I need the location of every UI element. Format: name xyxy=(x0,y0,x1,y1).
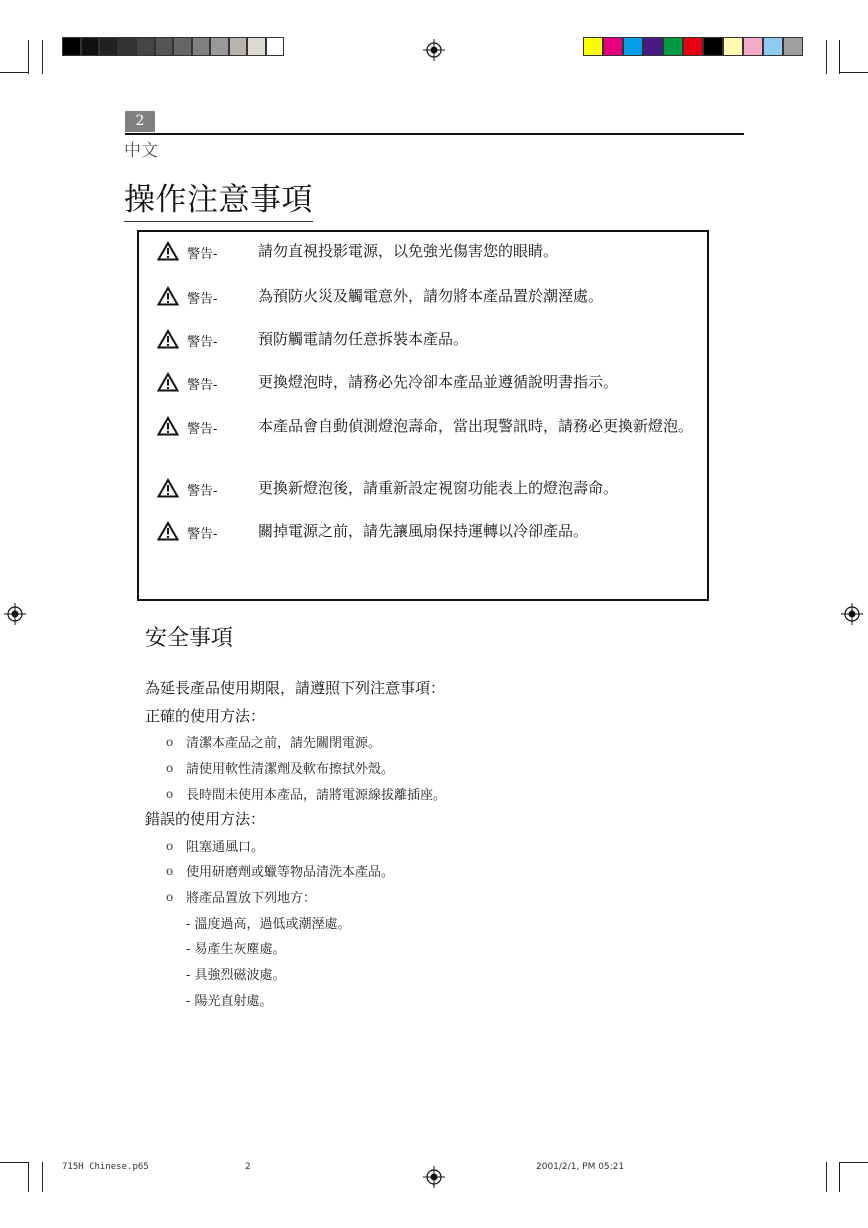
warning-text: 本產品會自動偵測燈泡壽命，當出現警訊時，請務必更換新燈泡。 xyxy=(258,417,694,435)
crop-mark xyxy=(826,40,827,74)
registration-mark-icon xyxy=(841,603,863,625)
warning-triangle-icon xyxy=(157,372,179,392)
warning-label: 警告- xyxy=(187,484,218,499)
list-item: 阻塞通風口。 xyxy=(186,840,265,855)
crop-mark xyxy=(840,72,868,73)
warning-text: 預防觸電請勿任意拆裝本產品。 xyxy=(258,330,469,348)
wrong-usage-heading: 錯誤的使用方法： xyxy=(145,810,266,828)
color-swatch xyxy=(583,37,603,56)
warning-label: 警告- xyxy=(187,247,218,262)
list-item: 請使用軟性清潔劑及軟布擦拭外殼。 xyxy=(186,762,395,777)
list-bullet: o xyxy=(166,787,174,801)
color-swatch xyxy=(723,37,743,56)
registration-mark-icon xyxy=(423,1166,445,1188)
list-bullet: o xyxy=(166,839,174,853)
safety-section-title: 安全事項 xyxy=(145,626,234,651)
color-swatch xyxy=(247,37,266,56)
footer-timestamp: 2001/2/1, PM 05:21 xyxy=(536,1162,625,1172)
warning-text: 請勿直視投影電源，以免強光傷害您的眼睛。 xyxy=(258,242,559,260)
warning-triangle-icon xyxy=(157,286,179,306)
page-number-badge: 2 xyxy=(125,111,155,132)
page-title: 操作注意事項 xyxy=(124,174,313,222)
warning-triangle-icon xyxy=(157,241,179,261)
color-swatch xyxy=(62,37,81,56)
warning-triangle-icon xyxy=(157,329,179,349)
color-swatch xyxy=(703,37,723,56)
color-swatch xyxy=(683,37,703,56)
color-swatch xyxy=(623,37,643,56)
crop-mark xyxy=(28,40,29,74)
correct-usage-heading: 正確的使用方法： xyxy=(145,707,266,725)
location-item: - 具強烈磁波處。 xyxy=(186,968,286,983)
location-item: - 溫度過高，過低或潮溼處。 xyxy=(186,917,351,932)
warnings-box xyxy=(137,230,709,601)
color-swatch xyxy=(192,37,211,56)
warning-label: 警告- xyxy=(187,292,218,307)
color-swatch xyxy=(266,37,285,56)
footer-filename: 715H Chinese.p65 xyxy=(62,1162,149,1172)
list-item: 清潔本產品之前，請先關閉電源。 xyxy=(186,736,382,751)
color-swatch xyxy=(155,37,174,56)
warning-label: 警告- xyxy=(187,422,218,437)
footer-page-number: 2 xyxy=(245,1162,251,1172)
warning-label: 警告- xyxy=(187,335,218,350)
crop-mark xyxy=(28,1162,29,1192)
warning-triangle-icon xyxy=(157,521,179,541)
list-bullet: o xyxy=(166,890,174,904)
warning-triangle-icon xyxy=(157,416,179,436)
color-swatch xyxy=(99,37,118,56)
color-swatch xyxy=(663,37,683,56)
warning-label: 警告- xyxy=(187,527,218,542)
color-swatch xyxy=(173,37,192,56)
warning-text: 關掉電源之前，請先讓風扇保持運轉以冷卻產品。 xyxy=(258,522,589,540)
crop-mark xyxy=(0,72,28,73)
color-swatch xyxy=(783,37,803,56)
color-swatch xyxy=(118,37,137,56)
crop-mark xyxy=(840,1162,868,1163)
location-item: - 陽光直射處。 xyxy=(186,994,273,1009)
crop-mark xyxy=(42,1162,43,1192)
color-swatch xyxy=(136,37,155,56)
language-label: 中文 xyxy=(124,141,158,161)
list-bullet: o xyxy=(166,761,174,775)
crop-mark xyxy=(839,40,840,74)
warning-triangle-icon xyxy=(157,478,179,498)
list-item: 長時間未使用本產品，請將電源線拔離插座。 xyxy=(186,788,447,803)
list-item: 使用研磨劑或蠟等物品清洗本產品。 xyxy=(186,865,395,880)
location-item: - 易產生灰塵處。 xyxy=(186,942,286,957)
registration-mark-icon xyxy=(423,39,445,61)
list-item: 將產品置放下列地方： xyxy=(186,891,317,906)
color-swatch xyxy=(603,37,623,56)
registration-mark-icon xyxy=(4,603,26,625)
warning-text: 更換新燈泡後，請重新設定視窗功能表上的燈泡壽命。 xyxy=(258,479,619,497)
safety-intro: 為延長產品使用期限，請遵照下列注意事項： xyxy=(145,679,446,697)
crop-mark xyxy=(839,1162,840,1192)
header-rule xyxy=(125,133,744,135)
warning-text: 為預防火災及觸電意外，請勿將本產品置於潮溼處。 xyxy=(258,287,604,305)
color-swatch xyxy=(229,37,248,56)
warning-label: 警告- xyxy=(187,378,218,393)
color-swatch xyxy=(743,37,763,56)
color-swatch xyxy=(763,37,783,56)
color-swatch xyxy=(210,37,229,56)
list-bullet: o xyxy=(166,864,174,878)
warning-text: 更換燈泡時，請務必先冷卻本產品並遵循說明書指示。 xyxy=(258,373,619,391)
color-swatch xyxy=(81,37,100,56)
crop-mark xyxy=(42,40,43,74)
list-bullet: o xyxy=(166,735,174,749)
crop-mark xyxy=(0,1162,28,1163)
crop-mark xyxy=(826,1162,827,1192)
color-swatch xyxy=(643,37,663,56)
